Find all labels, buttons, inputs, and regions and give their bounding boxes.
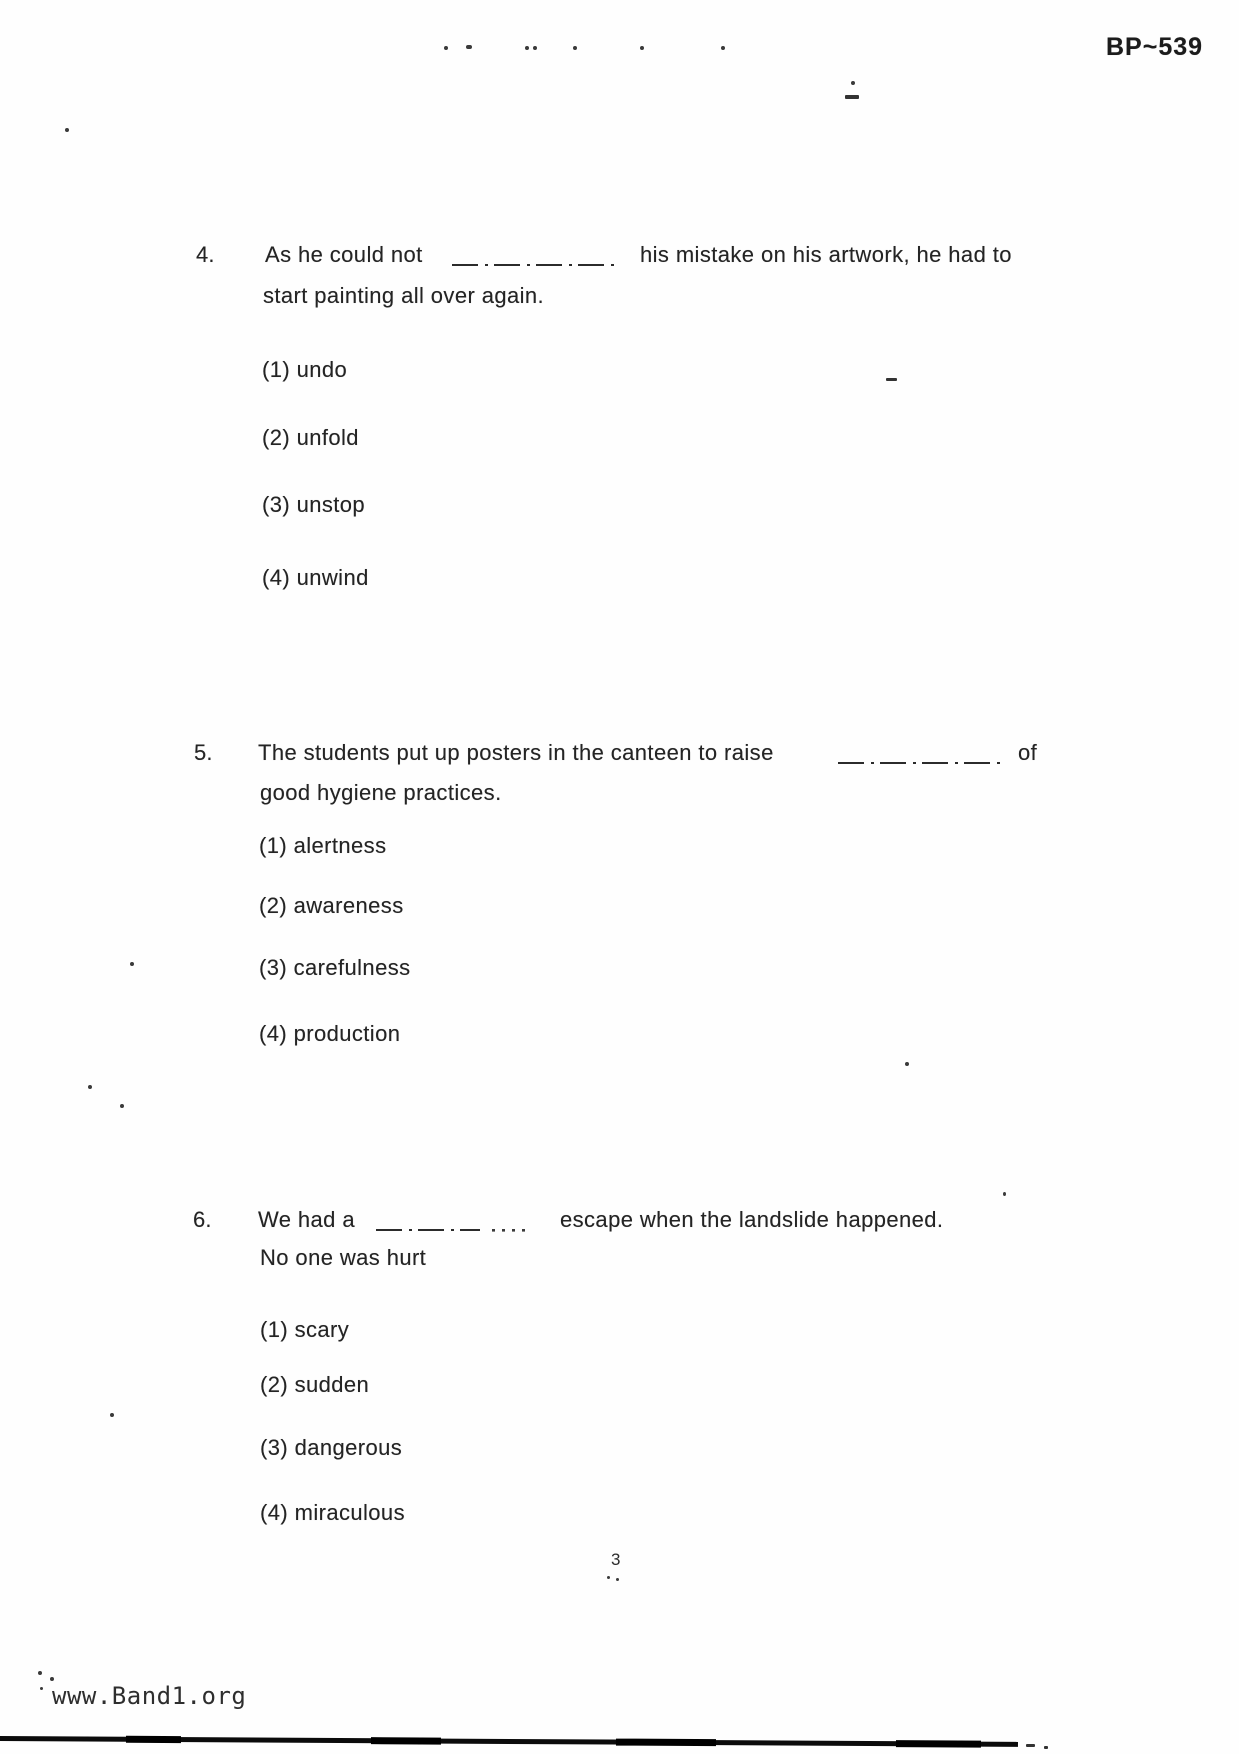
scan-speck <box>130 962 134 966</box>
question-number: 4. <box>196 242 215 267</box>
scan-speck <box>1003 1192 1006 1196</box>
scan-speck <box>905 1062 909 1066</box>
question-number: 6. <box>193 1207 212 1232</box>
question-text-pre: We had a <box>258 1207 355 1232</box>
scan-speck <box>466 45 472 49</box>
scan-dash <box>845 95 859 99</box>
scan-speck <box>616 1578 619 1581</box>
question-number: 5. <box>194 740 213 765</box>
question-text-line2: No one was hurt <box>260 1245 427 1270</box>
question-text-pre: As he could not <box>265 242 423 267</box>
scan-speck <box>444 46 448 50</box>
question-text-post: his mistake on his artwork, he had to <box>640 242 1012 267</box>
scan-speck <box>851 81 855 85</box>
scan-dash <box>886 378 897 381</box>
page-number: 3 <box>611 1550 621 1569</box>
option-item: (3) carefulness <box>259 955 411 980</box>
scan-dash <box>1026 1744 1035 1747</box>
option-item: (4) miraculous <box>260 1500 405 1525</box>
question-text-post: escape when the landslide happened. <box>560 1207 944 1232</box>
scan-speck <box>110 1413 114 1417</box>
bottom-scan-line <box>0 1736 1018 1747</box>
question-text-pre: The students put up posters in the canteen to raise <box>258 740 774 765</box>
option-item: (1) alertness <box>259 833 387 858</box>
document-code: BP~539 <box>1106 33 1204 61</box>
scan-speck <box>120 1104 124 1108</box>
question-text-line2: start painting all over again. <box>263 283 545 308</box>
scan-speck <box>40 1687 43 1690</box>
scan-speck <box>573 46 577 50</box>
question-text-line2: good hygiene practices. <box>260 780 502 805</box>
answer-blank <box>376 1208 480 1231</box>
scan-speck <box>721 46 725 50</box>
scan-speck <box>50 1677 54 1681</box>
scan-speck <box>640 46 644 50</box>
scan-speck <box>88 1085 92 1089</box>
option-item: (1) scary <box>260 1317 350 1342</box>
scan-speck <box>38 1671 42 1675</box>
scan-dash <box>1044 1746 1048 1749</box>
option-item: (2) sudden <box>260 1372 370 1397</box>
answer-blank <box>838 741 1000 764</box>
scan-speck <box>533 46 537 50</box>
option-item: (4) production <box>259 1021 401 1046</box>
option-item: (3) dangerous <box>260 1435 403 1460</box>
option-item: (2) unfold <box>262 425 359 450</box>
option-item: (3) unstop <box>262 492 366 517</box>
question-text-post: of <box>1018 740 1038 765</box>
scan-speck <box>65 128 69 132</box>
scan-speck <box>525 46 529 50</box>
option-item: (1) undo <box>262 357 348 382</box>
scan-dots <box>492 1218 530 1232</box>
option-item: (4) unwind <box>262 565 369 590</box>
option-item: (2) awareness <box>259 893 404 918</box>
scan-speck <box>607 1576 610 1579</box>
answer-blank <box>452 243 614 266</box>
footer-url: www.Band1.org <box>52 1682 247 1710</box>
